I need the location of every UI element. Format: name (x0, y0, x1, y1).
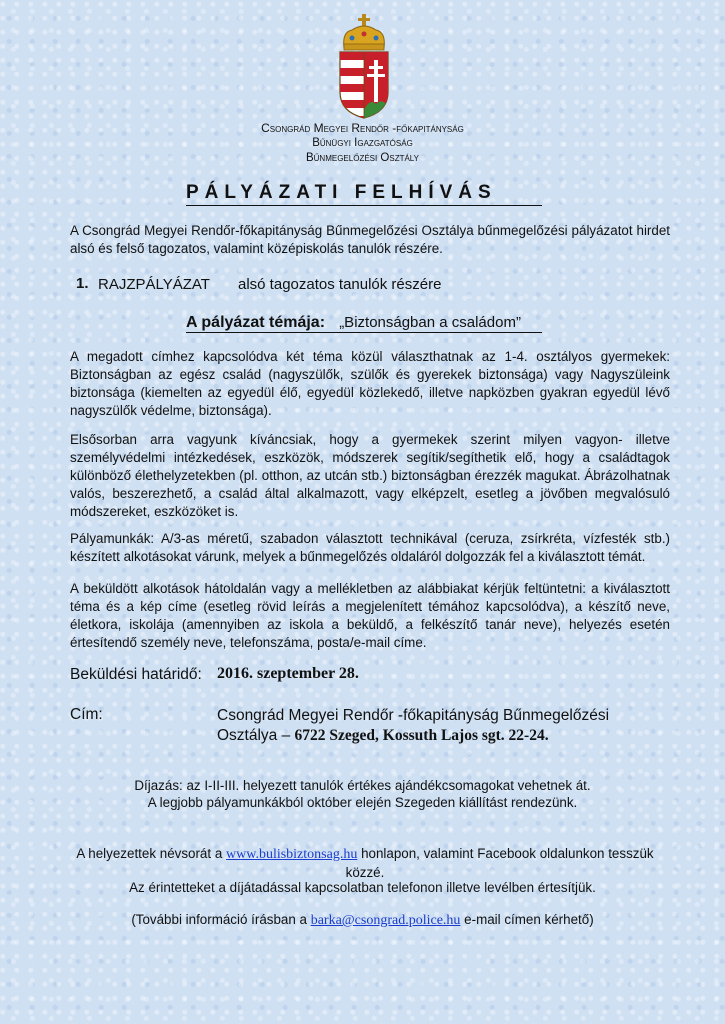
results-text-before: A helyezettek névsorát a (76, 846, 223, 861)
topic-line (186, 313, 542, 333)
header-department: Bűnmegelőzési Osztály (305, 152, 419, 164)
results-announcement (70, 845, 660, 882)
section-audience: alsó tagozatos tanulók részére (238, 276, 442, 293)
email-link[interactable]: barka@csongrad.police.hu (310, 913, 461, 928)
address-block (217, 706, 657, 746)
address-line-2 (217, 726, 657, 746)
header-organization: Csongrád Megyei Rendőr -főkapitányság (261, 121, 464, 135)
info-text-before: (További információ írásban a (131, 912, 307, 927)
notification-line: Az érintetteket a díjátadással kapcsolatban telefonon illetve levélben értesítjük. (129, 880, 596, 895)
prize-line-2: A legjobb pályamunkákból október elején Szegeden kiállítást rendezünk. (147, 795, 578, 810)
address-street: 6722 Szeged, Kossuth Lajos sgt. 22-24. (294, 727, 549, 744)
prize-line-1: Díjazás: az I-II-III. helyezett tanulók értékes ajándékcsomagokat vehetnek át. (134, 778, 591, 793)
document-title: PÁLYÁZATI FELHÍVÁS (186, 181, 542, 206)
topic-label: A pályázat témája: (186, 314, 326, 331)
deadline-value: 2016. szeptember 28. (217, 665, 359, 682)
expectations-paragraph: Elsősorban arra vagyunk kíváncsiak, hogy a gyermekek szerint milyen vagyon- illetve személyvédelmi intézkedések, eszközök, módszerek segítik/segíthetik elő, hogy a családtagok különböző élethelyzetekben (pl. otthon, az utcán stb.) biztonságban érezzék magukat. Ábrázolhatnak valós, beszerezhető, a család által alkalmazott, vagy elképzelt, esetleg a jövőben megvalósuló módszereket, eszközöket is. (70, 432, 670, 519)
contact-info-line (60, 911, 665, 930)
hungarian-coat-of-arms-icon (336, 14, 392, 122)
deadline-label: Beküldési határidő: (70, 666, 202, 683)
topic-value: „Biztonságban a családom” (339, 314, 521, 331)
results-text-after: honlapon, valamint Facebook oldalunkon tesszük közzé. (345, 846, 654, 880)
header-directorate: Bűnügyi Igazgatóság (312, 137, 413, 149)
address-line-2-prefix: Osztálya – (217, 727, 291, 744)
labeling-requirements-paragraph: A beküldött alkotások hátoldalán vagy a mellékletben az alábbiakat kérjük feltüntetni: a kiválasztott téma és a kép címe (esetleg rövid leírás a megjelenített témához kapcsolódva), a készítő neve, életkora, iskolája (amennyiben az iskola a beküldő, a felkészítő tanár neve), helyezés esetén értesítendő személy neve, telefonszáma, posta/e-mail címe. (70, 581, 670, 650)
address-line-1: Csongrád Megyei Rendőr -főkapitányság Bűnmegelőzési (217, 707, 610, 724)
submission-format-paragraph: Pályamunkák: A/3-as méretű, szabadon választott technikával (ceruza, zsírkréta, vízfesték stb.) készített alkotásokat várunk, melyek a bűnmegelőzés oldaláról dolgozzák fel a kiválasztott témát. (70, 531, 670, 564)
section-number: 1. (76, 275, 89, 292)
website-link[interactable]: www.bulisbiztonsag.hu (226, 847, 358, 862)
intro-paragraph: A Csongrád Megyei Rendőr-főkapitányság Bűnmegelőzési Osztálya bűnmegelőzési pályázatot hirdet alsó és felső tagozatos, valamint középiskolás tanulók részére. (70, 223, 670, 256)
address-label: Cím: (70, 706, 103, 723)
section-title: RAJZPÁLYÁZAT (98, 276, 210, 293)
info-text-after: e-mail címen kérhető) (464, 912, 594, 927)
topic-choice-paragraph: A megadott címhez kapcsolódva két téma közül választhatnak az 1-4. osztályos gyermekek: Biztonságban az egész család (nagyszülők, szülők és gyerekek biztonsága) vagy Nagyszüleink biztonsága (kiemelten az egyedül élő, egyedül közlekedő, illetve napközben gyakran egyedül lévő nagyszülők védelme, biztonsága). (70, 349, 670, 418)
